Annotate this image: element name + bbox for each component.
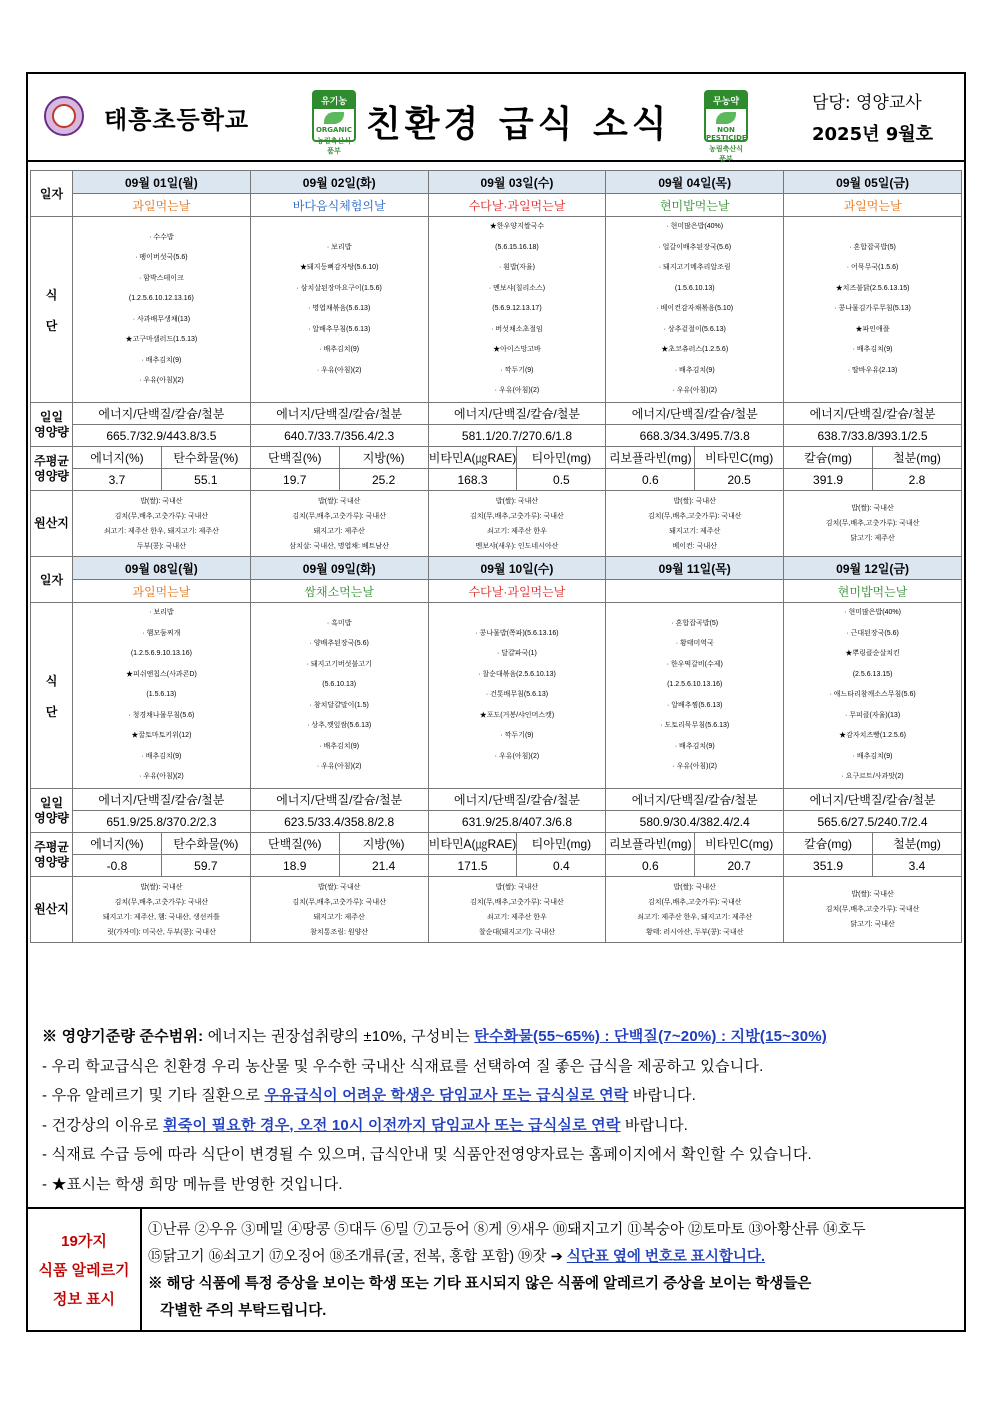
origin-line: 돼지고기: 제주산 xyxy=(669,527,721,535)
menu-item: · 무피클(자율)(13) xyxy=(844,711,901,719)
menu-item: · 사과배무생채(13) xyxy=(132,315,191,323)
day-date: 09월 10일(수) xyxy=(428,557,606,580)
daily-nutrition-header: 에너지/단백질/칼슘/철분 xyxy=(784,403,962,425)
menu-item: · 보리밥 xyxy=(326,243,352,251)
menu-item: · 함박스테이크 xyxy=(138,274,184,282)
daily-nutrition-value: 565.6/27.5/240.7/2.4 xyxy=(784,811,962,833)
menu-item: ★고구마샐러드(1.5.13) xyxy=(125,336,198,343)
weekly-avg-value: 2.8 xyxy=(873,469,962,491)
menu-item: ★치즈불닭(2.5.6.13.15) xyxy=(835,284,910,292)
menu-item: · 요구르트/사과맛(2) xyxy=(841,773,904,781)
non-pesticide-badge-icon: 무농약 NON PESTICIDE 농림축산식품부 xyxy=(704,90,748,142)
day-origin xyxy=(250,877,428,943)
day-origin xyxy=(73,877,251,943)
menu-item: · 얼갈이배추된장국(5.6) xyxy=(658,243,732,251)
menu-item: · 깍두기(9) xyxy=(500,366,534,374)
menu-item: · 우유(아침)(2) xyxy=(672,387,717,395)
day-menu xyxy=(428,217,606,403)
notes-section xyxy=(42,1022,954,1199)
page-title: 친환경 급식 소식 xyxy=(366,104,671,145)
origin-line: 밥(쌀): 국내산 xyxy=(673,497,716,505)
menu-item: · 우유(아침)(2) xyxy=(139,377,184,384)
day-date: 09월 05일(금) xyxy=(784,171,962,194)
weekly-avg-header: 비타민C(mg) xyxy=(695,833,784,855)
menu-item: ★파인애플 xyxy=(855,325,890,333)
origin-line: 김치(무,배추,고춧가루): 국내산 xyxy=(470,898,564,906)
day-theme: 현미밥먹는날 xyxy=(784,580,962,603)
note-eco-friendly: - 우리 학교급식은 친환경 우리 농산물 및 우수한 국내산 식재료를 선택하여 질 좋은 급식을 제공하고 있습니다. xyxy=(42,1057,764,1075)
weekly-avg-header: 지방(%) xyxy=(339,447,428,469)
weekly-avg-header: 단백질(%) xyxy=(250,833,339,855)
menu-item: (1.5.6.13) xyxy=(146,691,177,699)
origin-line: 김치(무,배추,고춧가루): 국내산 xyxy=(825,520,920,527)
day-date: 09월 08일(월) xyxy=(73,557,251,580)
daily-nutrition-label: 일일 영양량 xyxy=(31,789,73,833)
day-menu xyxy=(606,603,784,789)
menu-item: · 우유(아침)(2) xyxy=(139,773,184,781)
weekly-avg-header: 에너지(%) xyxy=(73,833,162,855)
day-menu xyxy=(784,217,962,403)
daily-nutrition-header: 에너지/단백질/칼슘/철분 xyxy=(428,789,606,811)
daily-nutrition-value: 623.5/33.4/358.8/2.8 xyxy=(250,811,428,833)
weekly-avg-value: 0.6 xyxy=(606,469,695,491)
menu-item: · 딸바우유(2.13) xyxy=(847,366,898,374)
menu-item: · 황태미역국 xyxy=(675,640,714,647)
menu-item: · 돼지고기버섯불고기 xyxy=(306,660,372,668)
day-menu xyxy=(73,603,251,789)
menu-item: (1.2.5.6.10.13.16) xyxy=(667,681,723,688)
day-theme: 현미밥먹는날 xyxy=(606,194,784,217)
menu-item: · 배추김치(9) xyxy=(674,366,715,374)
weekly-avg-label: 주평균 영양량 xyxy=(31,447,73,491)
menu-item: · 우유(아침)(2) xyxy=(494,752,540,760)
menu-item: · 참치달걀말이(1.5) xyxy=(309,701,369,709)
weekly-avg-header: 에너지(%) xyxy=(73,447,162,469)
person-in-charge: 담당: 영양교사 xyxy=(812,93,922,113)
school-name: 태흥초등학교 xyxy=(104,106,250,134)
day-theme: 수다날·과일먹는날 xyxy=(428,194,606,217)
daily-nutrition-label: 일일 영양량 xyxy=(31,403,73,447)
menu-label: 식 단 xyxy=(31,603,73,789)
menu-item: · 양배추된장국(5.6) xyxy=(309,640,369,647)
origin-line: 돼지고기: 제주산 xyxy=(313,527,365,535)
menu-item: · 흰밥(자율) xyxy=(498,264,535,272)
menu-item: ★한우양지쌀국수 xyxy=(489,223,545,231)
menu-item: · 콩나물김가루무침(5.13) xyxy=(834,305,911,313)
menu-item: · 배추김치(9) xyxy=(141,356,182,364)
origin-line: 참치통조림: 원양산 xyxy=(310,928,369,936)
origin-line: 밥(쌀): 국내산 xyxy=(851,891,894,898)
day-theme: 바다음식체험의날 xyxy=(250,194,428,217)
day-menu xyxy=(606,217,784,403)
menu-item: · 상추,깻잎쌈(5.6.13) xyxy=(307,722,372,729)
origin-line: 릿(가자미): 미국산, 두부(콩): 국내산 xyxy=(106,928,216,936)
weekly-avg-header: 리보플라빈(mg) xyxy=(606,447,695,469)
note-star-mark: - ★표시는 학생 희망 메뉴를 반영한 것입니다. xyxy=(42,1175,343,1193)
weekly-avg-value: 21.4 xyxy=(339,855,428,877)
note-menu-change: - 식재료 수급 등에 따라 식단이 변경될 수 있으며, 급식안내 및 식품안전영양자료는 홈페이지에서 확인할 수 있습니다. xyxy=(42,1146,812,1163)
origin-line: 김치(무,배추,고춧가루): 국내산 xyxy=(114,898,209,906)
daily-nutrition-value: 640.7/33.7/356.4/2.3 xyxy=(250,425,428,447)
weekly-avg-label: 주평균 영양량 xyxy=(31,833,73,877)
origin-line: 멘보샤(새우): 인도네시아산 xyxy=(475,542,559,550)
organic-badge-icon: 유기농 ORGANIC 농림축산식품부 xyxy=(312,90,356,142)
daily-nutrition-value: 631.9/25.8/407.3/6.8 xyxy=(428,811,606,833)
newsletter-frame xyxy=(26,72,966,1332)
weekly-avg-header: 리보플라빈(mg) xyxy=(606,833,695,855)
origin-line: 김치(무,배추,고춧가루): 국내산 xyxy=(470,512,564,520)
day-origin xyxy=(606,491,784,557)
day-theme: 수다날·과일먹는날 xyxy=(428,580,606,603)
day-date: 09월 11일(목) xyxy=(606,557,784,580)
origin-line: 쇠고기: 제주산 한우 xyxy=(486,913,547,921)
menu-item: (5.6.9.12.13.17) xyxy=(492,305,542,313)
origin-line: 밥(쌀): 국내산 xyxy=(851,505,894,512)
menu-item: · 깍두기(9) xyxy=(500,732,534,740)
day-theme: 과일먹는날 xyxy=(73,580,251,603)
menu-item: · 햄모둠찌개 xyxy=(142,629,181,637)
menu-item: · 애느타리참깨소스무침(5.6) xyxy=(829,691,916,699)
menu-item: · 돼지고기메추리알조림 xyxy=(658,264,731,272)
origin-line: 쇠고기: 제주산 한우 xyxy=(486,527,547,535)
day-theme: 과일먹는날 xyxy=(784,194,962,217)
daily-nutrition-value: 651.9/25.8/370.2/2.3 xyxy=(73,811,251,833)
day-menu xyxy=(250,217,428,403)
weekly-avg-value: 3.7 xyxy=(73,469,162,491)
menu-item: · 멘보샤(칠리소스) xyxy=(488,284,546,292)
menu-item: · 알배추찜(5.6.13) xyxy=(667,701,723,709)
header xyxy=(28,74,964,162)
origin-label: 원산지 xyxy=(31,491,73,557)
menu-item: (2.5.6.13.15) xyxy=(852,670,893,678)
weekly-avg-value: 19.7 xyxy=(250,469,339,491)
menu-item: · 우유(아침)(2) xyxy=(494,387,540,395)
allergy-list: ①난류 ②우유 ③메밀 ④땅콩 ⑤대두 ⑥밀 ⑦고등어 ⑧게 ⑨새우 ⑩돼지고기 ⑪복숭아 ⑫토마토 ⑬아황산류 ⑭호두 ⑮닭고기 ⑯쇠고기 ⑰오징어 ⑱조개류(굴, 전복, 홍합 포함) ⑲잣 ➔ 식단표 옆에 번호로 표시합니다. ※ 해당 식품에 특정 증상을 보이는 학생 또는 기타 표시되지 않은 식품에 알레르기 증상을 보이는 학생들은 각별한 주의 부탁드립니다. xyxy=(148,1222,866,1319)
day-date: 09월 12일(금) xyxy=(784,557,962,580)
day-date: 09월 04일(목) xyxy=(606,171,784,194)
menu-item: · 배추김치(9) xyxy=(674,742,715,750)
menu-item: ★아이스망고바 xyxy=(493,346,541,354)
origin-line: 김치(무,배추,고춧가루): 국내산 xyxy=(647,512,742,520)
menu-item: · 혼합잡곡밥(5) xyxy=(671,619,719,627)
date-label: 일자 xyxy=(31,557,73,603)
origin-line: 밥(쌀): 국내산 xyxy=(317,497,361,505)
weekly-avg-header: 탄수화물(%) xyxy=(161,447,250,469)
menu-item: (1.2.5.6.9.10.13.16) xyxy=(130,650,192,658)
origin-line: 닭고기: 국내산 xyxy=(850,921,895,928)
day-menu xyxy=(73,217,251,403)
date-label: 일자 xyxy=(31,171,73,217)
weekly-avg-value: 20.7 xyxy=(695,855,784,877)
day-origin xyxy=(784,877,962,943)
daily-nutrition-value: 638.7/33.8/393.1/2.5 xyxy=(784,425,962,447)
menu-item: · 수수밥 xyxy=(149,233,174,241)
origin-line: 삼치살: 국내산, 명엽채: 베트남산 xyxy=(289,542,389,550)
menu-item: · 우유(아침)(2) xyxy=(672,763,717,770)
menu-item: (5.6.10.13) xyxy=(322,681,357,688)
menu-item: · 상추겉절이(5.6.13) xyxy=(663,325,726,333)
origin-line: 밥(쌀): 국내산 xyxy=(495,883,539,891)
menu-item: · 콩나물밥(쪽파)(5.6.13.16) xyxy=(475,629,559,637)
menu-item: ★꿀토마토키위(12) xyxy=(131,732,192,740)
weekly-avg-value: 0.6 xyxy=(606,855,695,877)
daily-nutrition-value: 665.7/32.9/443.8/3.5 xyxy=(73,425,251,447)
note-porridge: - 건강상의 이유로 흰죽이 필요한 경우, 오전 10시 이전까지 담임교사 또는 급식실로 연락 바랍니다. xyxy=(42,1116,689,1134)
issue-month: 2025년 9월호 xyxy=(812,124,934,145)
menu-item: ★뿌링클순살치킨 xyxy=(845,650,900,658)
allergy-label: 19가지 식품 알레르기 정보 표시 xyxy=(28,1209,142,1332)
day-date: 09월 01일(월) xyxy=(73,171,251,194)
weekly-avg-value: 171.5 xyxy=(428,855,517,877)
menu-table xyxy=(30,170,962,943)
menu-item: · 현미많은밥(40%) xyxy=(844,609,901,617)
daily-nutrition-header: 에너지/단백질/칼슘/철분 xyxy=(73,789,251,811)
day-date: 09월 09일(화) xyxy=(250,557,428,580)
origin-line: 쇠고기: 제주산 한우, 돼지고기: 제주산 xyxy=(637,913,753,921)
weekly-avg-header: 칼슘(mg) xyxy=(784,833,873,855)
day-theme: 과일먹는날 xyxy=(73,194,251,217)
daily-nutrition-header: 에너지/단백질/칼슘/철분 xyxy=(73,403,251,425)
weekly-avg-value: 0.4 xyxy=(517,855,606,877)
day-theme: 쌈채소먹는날 xyxy=(250,580,428,603)
menu-item: (5.6.15.16.18) xyxy=(495,243,539,251)
daily-nutrition-header: 에너지/단백질/칼슘/철분 xyxy=(784,789,962,811)
weekly-avg-header: 비타민A(㎍RAE) xyxy=(428,833,517,855)
day-theme xyxy=(606,580,784,603)
menu-item: ★초코츄러스(1.2.5.6) xyxy=(661,346,729,354)
weekly-avg-value: 59.7 xyxy=(161,855,250,877)
menu-item: · 베이컨감자채볶음(5.10) xyxy=(656,305,734,313)
origin-label: 원산지 xyxy=(31,877,73,943)
day-date: 09월 02일(화) xyxy=(250,171,428,194)
menu-item: · 버섯채소초절임 xyxy=(491,325,543,333)
menu-item: · 삼치살된장마요구이(1.5.6) xyxy=(296,284,382,292)
day-menu xyxy=(250,603,428,789)
origin-line: 돼지고기: 제주산 xyxy=(313,913,365,921)
origin-line: 김치(무,배추,고춧가루): 국내산 xyxy=(647,898,742,906)
day-menu xyxy=(428,603,606,789)
menu-item: · 한우떡갈비(수제) xyxy=(666,660,723,668)
day-origin xyxy=(606,877,784,943)
menu-item: (1.2.5.6.10.12.13.16) xyxy=(128,295,194,302)
menu-label: 식 단 xyxy=(31,217,73,403)
daily-nutrition-header: 에너지/단백질/칼슘/철분 xyxy=(606,789,784,811)
menu-item: · 우유(아침)(2) xyxy=(316,366,362,374)
origin-line: 두부(콩): 국내산 xyxy=(136,542,186,550)
menu-item: · 청경채나물무침(5.6) xyxy=(128,711,195,719)
menu-item: · 배추김치(9) xyxy=(852,752,893,760)
menu-item: · 건톳배무침(5.6.13) xyxy=(485,691,549,699)
school-seal-icon xyxy=(44,96,84,136)
allergy-section xyxy=(28,1207,964,1332)
weekly-avg-value: 0.5 xyxy=(517,469,606,491)
weekly-avg-value: 18.9 xyxy=(250,855,339,877)
menu-item: · 찰순대볶음(2.5.6.10.13) xyxy=(478,670,556,678)
menu-item: ★감자치즈빵(1.2.5.6) xyxy=(839,732,906,740)
menu-item: · 근대된장국(5.6) xyxy=(846,629,899,637)
menu-item: · 현미많은밥(40%) xyxy=(666,223,724,231)
daily-nutrition-header: 에너지/단백질/칼슘/철분 xyxy=(606,403,784,425)
weekly-avg-header: 칼슘(mg) xyxy=(784,447,873,469)
weekly-avg-header: 철분(mg) xyxy=(873,447,962,469)
weekly-avg-header: 비타민C(mg) xyxy=(695,447,784,469)
day-origin xyxy=(428,877,606,943)
note-milk-allergy: - 우유 알레르기 및 기타 질환으로 우유급식이 어려운 학생은 담임교사 또는 급식실로 연락 바랍니다. xyxy=(42,1087,696,1104)
daily-nutrition-header: 에너지/단백질/칼슘/철분 xyxy=(428,403,606,425)
weekly-avg-header: 지방(%) xyxy=(339,833,428,855)
day-menu xyxy=(784,603,962,789)
weekly-avg-value: 351.9 xyxy=(784,855,873,877)
menu-item: · 배추김치(9) xyxy=(141,752,182,760)
menu-item: · 우유(아침)(2) xyxy=(316,763,362,770)
menu-item: · 배추김치(9) xyxy=(852,346,893,354)
origin-line: 김치(무,배추,고춧가루): 국내산 xyxy=(825,906,920,913)
menu-item: ★포도(거봉/샤인머스캣) xyxy=(479,711,555,719)
menu-item: · 명엽채볶음(5.6.13) xyxy=(308,305,371,313)
daily-nutrition-value: 581.1/20.7/270.6/1.8 xyxy=(428,425,606,447)
weekly-avg-header: 철분(mg) xyxy=(873,833,962,855)
day-origin xyxy=(428,491,606,557)
origin-line: 밥(쌀): 국내산 xyxy=(140,883,183,891)
menu-item: · 알배추무침(5.6.13) xyxy=(308,325,371,333)
origin-line: 밥(쌀): 국내산 xyxy=(495,497,539,505)
menu-item: · 배추김치(9) xyxy=(319,742,360,750)
day-origin xyxy=(73,491,251,557)
daily-nutrition-value: 668.3/34.3/495.7/3.8 xyxy=(606,425,784,447)
day-origin xyxy=(250,491,428,557)
origin-line: 밥(쌀): 국내산 xyxy=(673,883,716,891)
weekly-avg-header: 티아민(mg) xyxy=(517,833,606,855)
origin-line: 베이컨: 국내산 xyxy=(672,542,717,550)
menu-item: · 보리밥 xyxy=(149,609,174,617)
weekly-avg-value: 20.5 xyxy=(695,469,784,491)
menu-item: ★돼지등뼈감자탕(5.6.10) xyxy=(299,264,379,272)
weekly-avg-value: 168.3 xyxy=(428,469,517,491)
menu-item: · 배추김치(9) xyxy=(319,346,360,354)
menu-item: · 어묵무국(1.5.6) xyxy=(846,264,899,272)
weekly-avg-value: -0.8 xyxy=(73,855,162,877)
weekly-avg-value: 391.9 xyxy=(784,469,873,491)
menu-item: · 도토리묵무침(5.6.13) xyxy=(660,722,730,729)
origin-line: 쇠고기: 제주산 한우, 돼지고기: 제주산 xyxy=(103,527,219,535)
weekly-avg-value: 25.2 xyxy=(339,469,428,491)
weekly-avg-header: 탄수화물(%) xyxy=(161,833,250,855)
weekly-avg-value: 55.1 xyxy=(161,469,250,491)
daily-nutrition-header: 에너지/단백질/칼슘/철분 xyxy=(250,789,428,811)
day-origin xyxy=(784,491,962,557)
menu-item: ★피쉬앤칩스(사과콘D) xyxy=(125,670,197,678)
daily-nutrition-value: 580.9/30.4/382.4/2.4 xyxy=(606,811,784,833)
origin-line: 밥(쌀): 국내산 xyxy=(317,883,361,891)
origin-line: 황태: 러시아산, 두부(콩): 국내산 xyxy=(645,928,744,936)
menu-item: · 달걀파국(1) xyxy=(497,650,537,658)
origin-line: 밥(쌀): 국내산 xyxy=(140,497,183,505)
weekly-avg-header: 티아민(mg) xyxy=(517,447,606,469)
menu-item: (1.5.6.10.13) xyxy=(674,284,715,292)
day-date: 09월 03일(수) xyxy=(428,171,606,194)
menu-item: · 혼합잡곡밥(5) xyxy=(849,243,896,251)
menu-item: · 흑미밥 xyxy=(326,619,352,627)
weekly-avg-header: 비타민A(㎍RAE) xyxy=(428,447,517,469)
origin-line: 김치(무,배추,고춧가루): 국내산 xyxy=(292,512,386,520)
origin-line: 돼지고기: 제주산, 햄: 국내산, 생선커틀 xyxy=(102,913,220,921)
daily-nutrition-header: 에너지/단백질/칼슘/철분 xyxy=(250,403,428,425)
menu-item: · 팽이버섯국(5.6) xyxy=(135,254,188,261)
origin-line: 닭고기: 제주산 xyxy=(850,535,895,542)
note-nutrition-standard: ※ 영양기준량 준수범위: 에너지는 권장섭취량의 ±10%, 구성비는 탄수화물(55~65%) : 단백질(7~20%) : 지방(15~30%) xyxy=(42,1028,827,1045)
weekly-avg-value: 3.4 xyxy=(873,855,962,877)
origin-line: 김치(무,배추,고춧가루): 국내산 xyxy=(292,898,386,906)
origin-line: 김치(무,배추,고춧가루): 국내산 xyxy=(114,512,209,520)
weekly-avg-header: 단백질(%) xyxy=(250,447,339,469)
origin-line: 찰순대(돼지고기): 국내산 xyxy=(478,928,556,936)
